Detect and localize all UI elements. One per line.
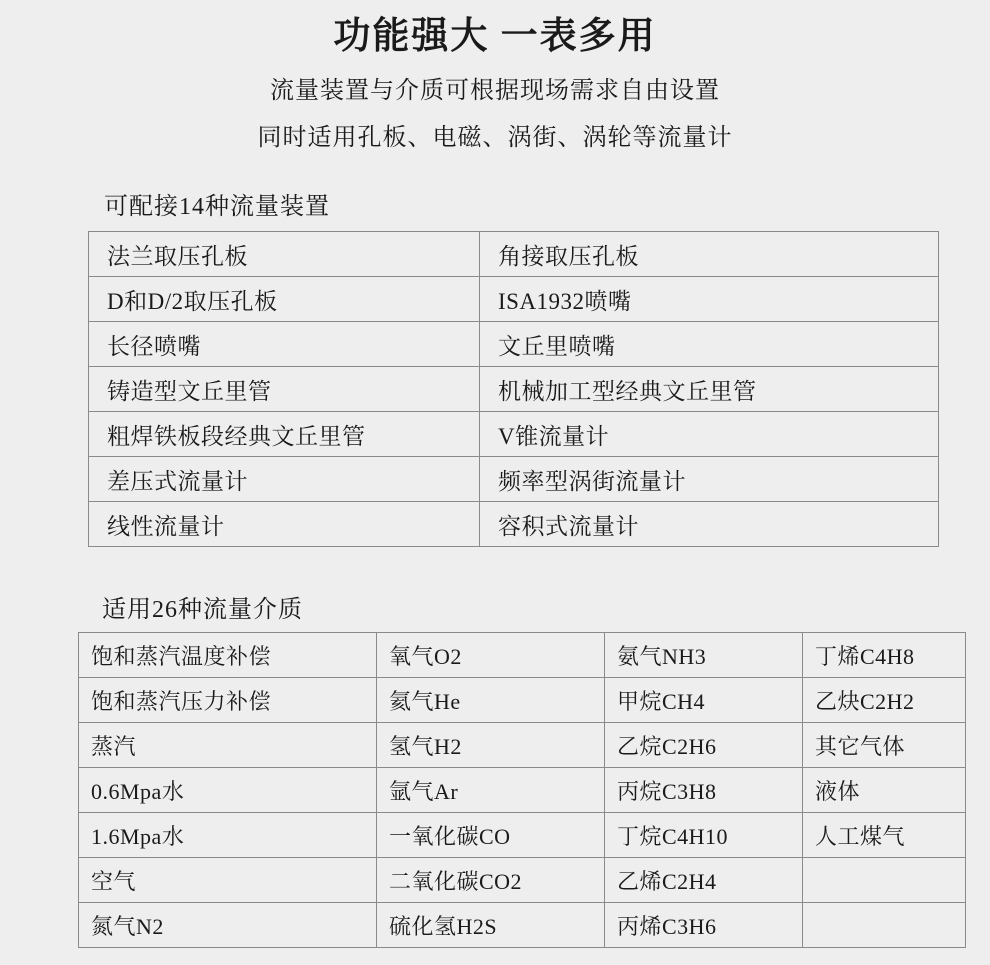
table-row (89, 232, 939, 277)
table-cell: 蒸汽 (79, 723, 377, 768)
table-cell: 丁烯C4H8 (803, 633, 966, 678)
table-row (89, 277, 939, 322)
table-cell: 乙烯C2H4 (605, 858, 803, 903)
table-cell: 角接取压孔板 (480, 232, 939, 277)
flow-devices-table (88, 231, 939, 547)
table-row (79, 903, 966, 948)
devices-section-title: 可配接14种流量装置 (104, 194, 330, 221)
table-cell: 饱和蒸汽压力补偿 (79, 678, 377, 723)
table-row (89, 367, 939, 412)
table-row (79, 858, 966, 903)
table-cell: 长径喷嘴 (89, 322, 480, 367)
table-cell: 氩气Ar (377, 768, 605, 813)
table-cell: 0.6Mpa水 (79, 768, 377, 813)
table-row (89, 457, 939, 502)
table-cell: 丁烷C4H10 (605, 813, 803, 858)
table-row (79, 633, 966, 678)
table-cell: 氢气H2 (377, 723, 605, 768)
table-cell: 法兰取压孔板 (89, 232, 480, 277)
table-cell: 硫化氢H2S (377, 903, 605, 948)
page-subtitle-2: 同时适用孔板、电磁、涡街、涡轮等流量计 (257, 125, 733, 152)
table-cell: 差压式流量计 (89, 457, 480, 502)
table-row (79, 678, 966, 723)
table-cell: 容积式流量计 (480, 502, 939, 547)
table-cell (803, 903, 966, 948)
table-row (79, 768, 966, 813)
table-cell: 机械加工型经典文丘里管 (480, 367, 939, 412)
table-cell: 氮气N2 (79, 903, 377, 948)
table-cell: 乙炔C2H2 (803, 678, 966, 723)
table-cell: D和D/2取压孔板 (89, 277, 480, 322)
table-cell: 1.6Mpa水 (79, 813, 377, 858)
page-subtitle-1: 流量装置与介质可根据现场需求自由设置 (270, 78, 720, 105)
table-cell: 氦气He (377, 678, 605, 723)
table-cell: 其它气体 (803, 723, 966, 768)
table-cell: 一氧化碳CO (377, 813, 605, 858)
table-cell: 铸造型文丘里管 (89, 367, 480, 412)
table-cell: 饱和蒸汽温度补偿 (79, 633, 377, 678)
table-cell: V锥流量计 (480, 412, 939, 457)
table-cell: 甲烷CH4 (605, 678, 803, 723)
flow-media-table (78, 632, 966, 948)
table-cell: 丙烯C3H6 (605, 903, 803, 948)
table-cell: 液体 (803, 768, 966, 813)
table-cell: 频率型涡街流量计 (480, 457, 939, 502)
table-row (89, 412, 939, 457)
table-cell: 空气 (79, 858, 377, 903)
table-cell: 丙烷C3H8 (605, 768, 803, 813)
table-cell: 二氧化碳CO2 (377, 858, 605, 903)
table-cell: 粗焊铁板段经典文丘里管 (89, 412, 480, 457)
table-cell: 人工煤气 (803, 813, 966, 858)
table-cell (803, 858, 966, 903)
table-row (79, 813, 966, 858)
table-cell: 文丘里喷嘴 (480, 322, 939, 367)
table-row (89, 502, 939, 547)
table-cell: 氧气O2 (377, 633, 605, 678)
table-row (79, 723, 966, 768)
table-cell: 乙烷C2H6 (605, 723, 803, 768)
media-section-title: 适用26种流量介质 (102, 597, 303, 624)
table-row (89, 322, 939, 367)
table-cell: 线性流量计 (89, 502, 480, 547)
table-cell: 氨气NH3 (605, 633, 803, 678)
table-cell: ISA1932喷嘴 (480, 277, 939, 322)
page-title: 功能强大 一表多用 (333, 16, 657, 57)
